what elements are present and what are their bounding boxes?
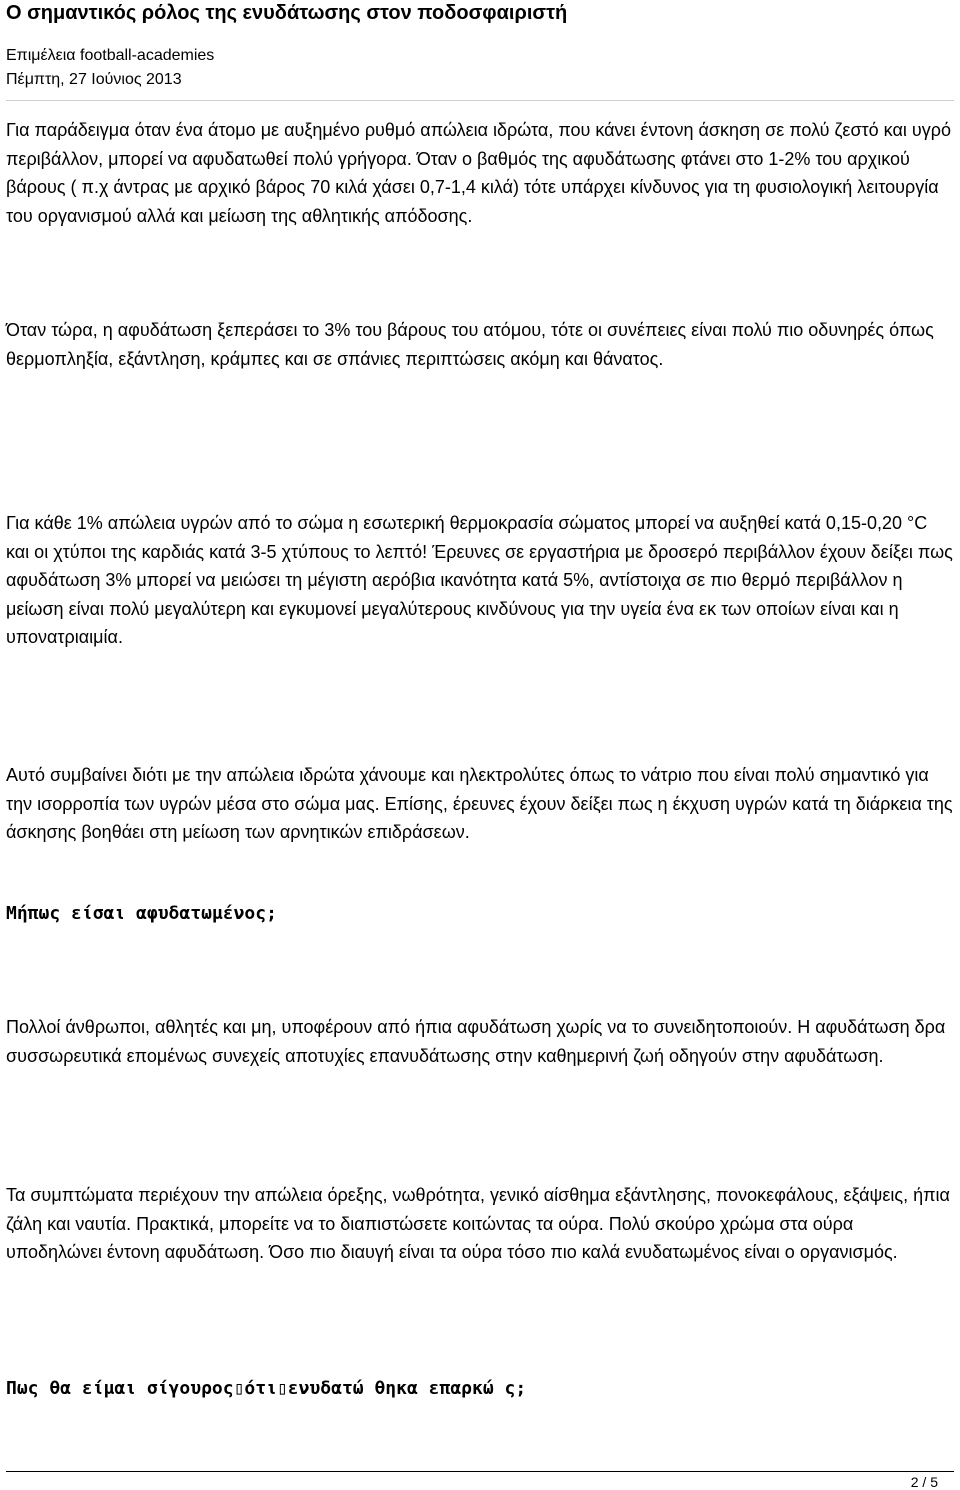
footer-divider [6, 1471, 954, 1472]
page-title: Ο σημαντικός ρόλος της ενυδάτωσης στον ποδοσφαιριστή [6, 2, 568, 24]
author-line: Επιμέλεια football-academies [6, 47, 215, 64]
paragraph-2: Όταν τώρα, η αφυδάτωση ξεπεράσει το 3% του βάρους του ατόμου, τότε οι συνέπειες είναι πολύ πιο οδυνηρές όπως θερμοπληξία, εξάντληση, κράμπες και σε σπάνιες περιπτώσεις ακόμη και θάνατος. [6, 320, 934, 369]
publish-date: Πέμπτη, 27 Ιούνιος 2013 [6, 71, 182, 88]
paragraph-6: Τα συμπτώματα περιέχουν την απώλεια όρεξης, νωθρότητα, γενικό αίσθημα εξάντλησης, πονοκεφάλους, εξάψεις, ήπια ζάλη και ναυτία. Πρακτικά, μπορείτε να το διαπιστώσετε κοιτώντας τα ούρα. Πολύ σκούρο χρώμα στα ούρα υποδηλώνει έντονη αφυδάτωση. Όσο πιο διαυγή είναι τα ούρα τόσο πιο καλά ενυδατωμένος είναι ο οργανισμός. [6, 1185, 950, 1262]
paragraph-3: Για κάθε 1% απώλεια υγρών από το σώμα η εσωτερική θερμοκρασία σώματος μπορεί να αυξηθεί κατά 0,15-0,20 °C και οι χτύποι της καρδιάς κατά 3-5 χτύπους το λεπτό! Έρευνες σε εργαστήρια με δροσερό περιβάλλον έχουν δείξει πως αφυδάτωση 3% μπορεί να μειώσει τη μέγιστη αερόβια ικανότητα κατά 5%, αντίστοιχα σε πιο θερμό περιβάλλον η μείωση είναι πολύ μεγαλύτερη και εγκυμονεί μεγαλύτερους κινδύνους για την υγεία ένα εκ των οποίων είναι και η υπονατριαιμία. [6, 513, 953, 647]
paragraph-1: Για παράδειγμα όταν ένα άτομο με αυξημένο ρυθμό απώλεια ιδρώτα, που κάνει έντονη άσκηση σε πολύ ζεστό και υγρό περιβάλλον, μπορεί να αφυδατωθεί πολύ γρήγορα. Όταν ο βαθμός της αφυδάτωσης φτάνει στο 1-2% του αρχικού βάρους ( π.χ άντρας με αρχικό βάρος 70 κιλά χάσει 0,7-1,4 κιλά) τότε υπάρχει κίνδυνος για τη φυσιολογική λειτουργία του οργανισμού αλλά και μείωση της αθλητικής απόδοσης. [6, 120, 951, 226]
paragraph-5: Πολλοί άνθρωποι, αθλητές και μη, υποφέρουν από ήπια αφυδάτωση χωρίς να το συνειδητοποιούν. Η αφυδάτωση δρα συσσωρευτικά επομένως συνεχείς αποτυχίες επανυδάτωσης στην καθημερινή ζωή οδηγούν στην αφυδάτωση. [6, 1017, 946, 1066]
section-heading-hydration-check: Πως θα είμαι σίγουρος▯óτι▯ενυδατώ θηκα επαρκώ ς; [6, 1378, 527, 1399]
paragraph-4: Αυτό συμβαίνει διότι με την απώλεια ιδρώτα χάνουμε και ηλεκτρολύτες όπως το νάτριο που είναι πολύ σημαντικό για την ισορροπία των υγρών μέσα στο σώμα μας. Επίσης, έρευνες έχουν δείξει πως η έκχυση υγρών κατά τη διάρκεια της άσκησης βοηθάει στη μείωση των αρνητικών επιδράσεων. [6, 765, 953, 842]
page-number: 2 / 5 [910, 1474, 938, 1490]
header-divider [6, 100, 954, 101]
section-heading-dehydrated: Μήπως είσαι αφυδατωμένος; [6, 903, 277, 924]
